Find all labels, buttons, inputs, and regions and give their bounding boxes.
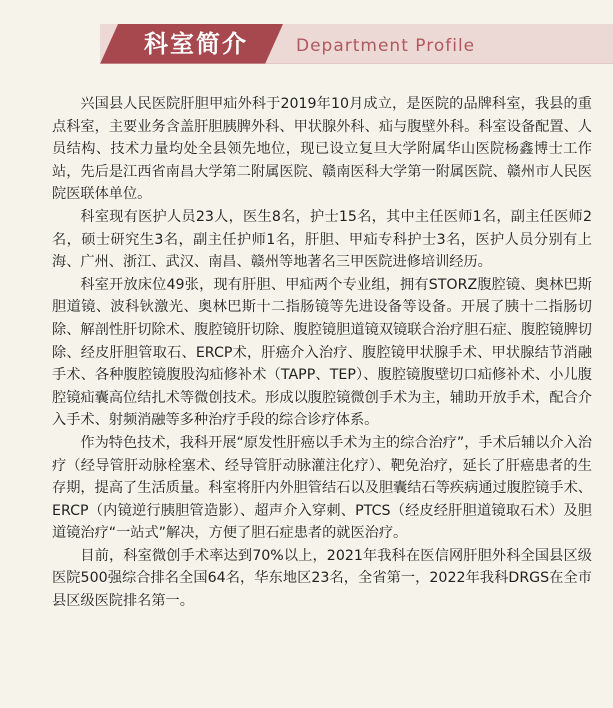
paragraph-specialty: 作为特色技术，我科开展“原发性肝癌以手术为主的综合治疗”，手术后辅以介入治疗（经导管肝动脉栓塞术、经导管肝动脉灌注化疗）、靶免治疗，延长了肝癌患者的生存期，提高了生活质量。科室将肝内外胆管结石以及胆囊结石等疾病通过腹腔镜手术、ERCP（内镜逆行胰胆管造影）、超声介入穿刺、PTCS（经皮经肝胆道镜取石术）及胆道镜治疗“一站式”解决，方便了胆石症患者的就医治疗。 [52,434,592,542]
profile-body [52,93,592,613]
paragraph-staff: 科室现有医护人员23人，医生8名，护士15名，其中主任医师1名，副主任医师2名，硕士研究生3名，副主任护师1名，肝胆、甲疝专科护士3名，医护人员分别有上海、广州、浙江、武汉、南昌、赣州等地著名三甲医院进修培训经历。 [52,208,592,271]
paragraph-ranking: 目前，科室微创手术率达到70%以上，2021年我科在医信网肝胆外科全国县区级医院500强综合排名全国64名，华东地区23名，全省第一，2022年我科DRGS在全市县区级医院排名第一。 [52,547,592,610]
section-title-en: Department Profile [296,36,476,56]
section-title-cn: 科室简介 [144,30,248,58]
paragraph-equipment: 科室开放床位49张，现有肝胆、甲疝两个专业组，拥有STORZ腹腔镜、奥林巴斯胆道镜、波科钬激光、奥林巴斯十二指肠镜等先进设备等设备。开展了胰十二指肠切除、解剖性肝切除术、腹腔镜肝切除、腹腔镜胆道镜双镜联合治疗胆石症、腹腔镜脾切除、经皮肝胆管取石、ERCP术，肝癌介入治疗、腹腔镜甲状腺手术、甲状腺结节消融手术、各种腹腔镜腹股沟疝修补术（TAPP、TEP）、腹腔镜腹壁切口疝修补术、小儿腹腔镜疝囊高位结扎术等微创技术。形成以腹腔镜微创手术为主，辅助开放手术，配合介入手术、射频消融等多种治疗手段的综合诊疗体系。 [52,276,592,429]
paragraph-intro: 兴国县人民医院肝胆甲疝外科于2019年10月成立，是医院的品牌科室，我县的重点科室，主要业务含盖肝胆胰脾外科、甲状腺外科、疝与腹壁外科。科室设备配置、人员结构、技术力量均处全县领先地位，现已设立复旦大学附属华山医院杨鑫博士工作站，先后是江西省南昌大学第二附属医院、赣南医科大学第一附属医院、赣州市人民医院医联体单位。 [52,96,592,203]
